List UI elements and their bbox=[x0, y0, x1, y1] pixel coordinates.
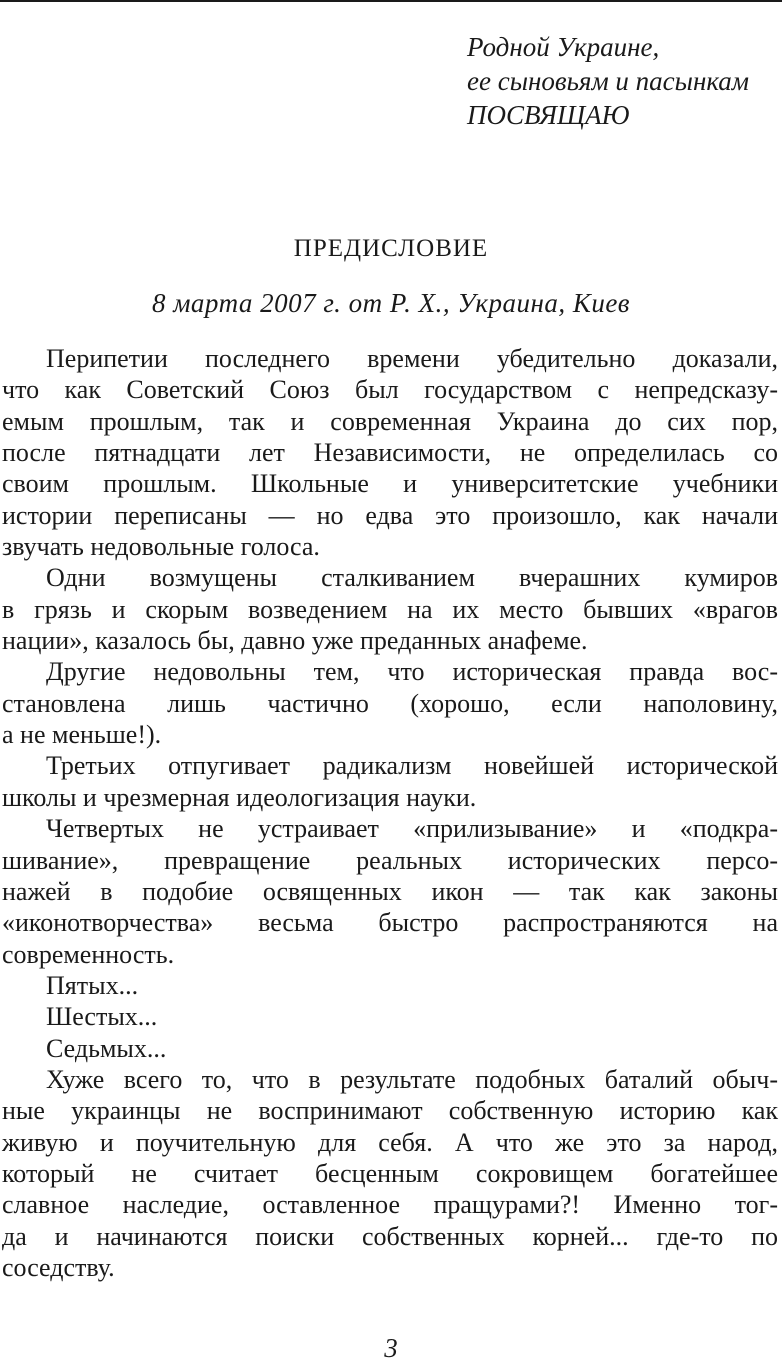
text-line: да и начинаются поиски собственных корней... где-то по bbox=[2, 1221, 778, 1251]
dedication-line: ее сыновьям и пасынкам bbox=[467, 66, 750, 96]
dedication bbox=[467, 30, 779, 132]
text-line: школы и чрезмерная идеологизация науки. bbox=[2, 782, 477, 812]
paragraph bbox=[2, 343, 778, 562]
text-line: Четвертых не устраивает «прилизывание» и «подкра- bbox=[46, 814, 778, 844]
text-line: становлена лишь частично (хорошо, если наполовину, bbox=[2, 688, 778, 718]
text-line: в грязь и скорым возведением на их место бывших «врагов bbox=[2, 594, 778, 624]
text-line: Другие недовольны тем, что историческая правда вос- bbox=[46, 657, 778, 687]
paragraph bbox=[2, 656, 778, 750]
text-line: славное наследие, оставленное пращурами?! Именно тог- bbox=[2, 1190, 778, 1220]
paragraph bbox=[2, 562, 778, 656]
text-line: истории переписаны — но едва это произошло, как начали bbox=[2, 500, 778, 530]
text-line: Седьмых... bbox=[46, 1033, 167, 1063]
text-line: шивание», превращение реальных исторических персо- bbox=[2, 845, 778, 875]
text-line: своим прошлым. Школьные и университетские учебники bbox=[2, 469, 778, 499]
dedication-line: ПОСВЯЩАЮ bbox=[467, 100, 630, 130]
paragraph bbox=[2, 1001, 778, 1032]
text-line: нажей в подобие освященных икон — так как законы bbox=[2, 876, 778, 906]
dateline: 8 марта 2007 г. от Р. Х., Украина, Киев bbox=[151, 288, 631, 318]
text-line: Хуже всего то, что в результате подобных баталий обыч- bbox=[46, 1064, 778, 1094]
text-line: емым прошлым, так и современная Украина до сих пор, bbox=[2, 406, 778, 436]
text-line: Шестых... bbox=[46, 1002, 158, 1032]
paragraph bbox=[2, 1064, 778, 1283]
text-line: соседству. bbox=[2, 1252, 115, 1282]
dedication-line: Родной Украине, bbox=[467, 32, 660, 62]
text-line: звучать недовольные голоса. bbox=[2, 532, 320, 562]
text-line: Перипетии последнего времени убедительно доказали, bbox=[46, 344, 778, 373]
top-rule bbox=[0, 0, 782, 2]
text-line: нации», казалось бы, давно уже преданных анафеме. bbox=[2, 626, 588, 656]
paragraph bbox=[2, 1033, 778, 1064]
section-heading: ПРЕДИСЛОВИЕ bbox=[293, 235, 489, 262]
text-line: живую и поучительную для себя. А что же это за народ, bbox=[2, 1127, 778, 1157]
text-line: Пятых... bbox=[46, 970, 139, 1000]
text-line: Одни возмущены сталкиванием вчерашних кумиров bbox=[46, 563, 778, 593]
text-line: Третьих отпугивает радикализм новейшей исторической bbox=[46, 751, 778, 781]
paragraph bbox=[2, 813, 778, 970]
text-line: современность. bbox=[2, 939, 175, 969]
text-line: который не считает бесценным сокровищем богатейшее bbox=[2, 1158, 778, 1188]
page-number: 3 bbox=[384, 1333, 398, 1363]
text-line: а не меньше!). bbox=[2, 720, 162, 750]
paragraph bbox=[2, 750, 778, 813]
paragraph bbox=[2, 970, 778, 1001]
text-line: «иконотворчества» весьма быстро распространяются на bbox=[2, 908, 778, 938]
body-text bbox=[2, 343, 778, 1283]
text-line: что как Советский Союз был государством с непредсказу- bbox=[2, 375, 778, 405]
text-line: после пятнадцати лет Независимости, не определилась со bbox=[2, 438, 778, 468]
text-line: ные украинцы не воспринимают собственную историю как bbox=[2, 1096, 778, 1126]
